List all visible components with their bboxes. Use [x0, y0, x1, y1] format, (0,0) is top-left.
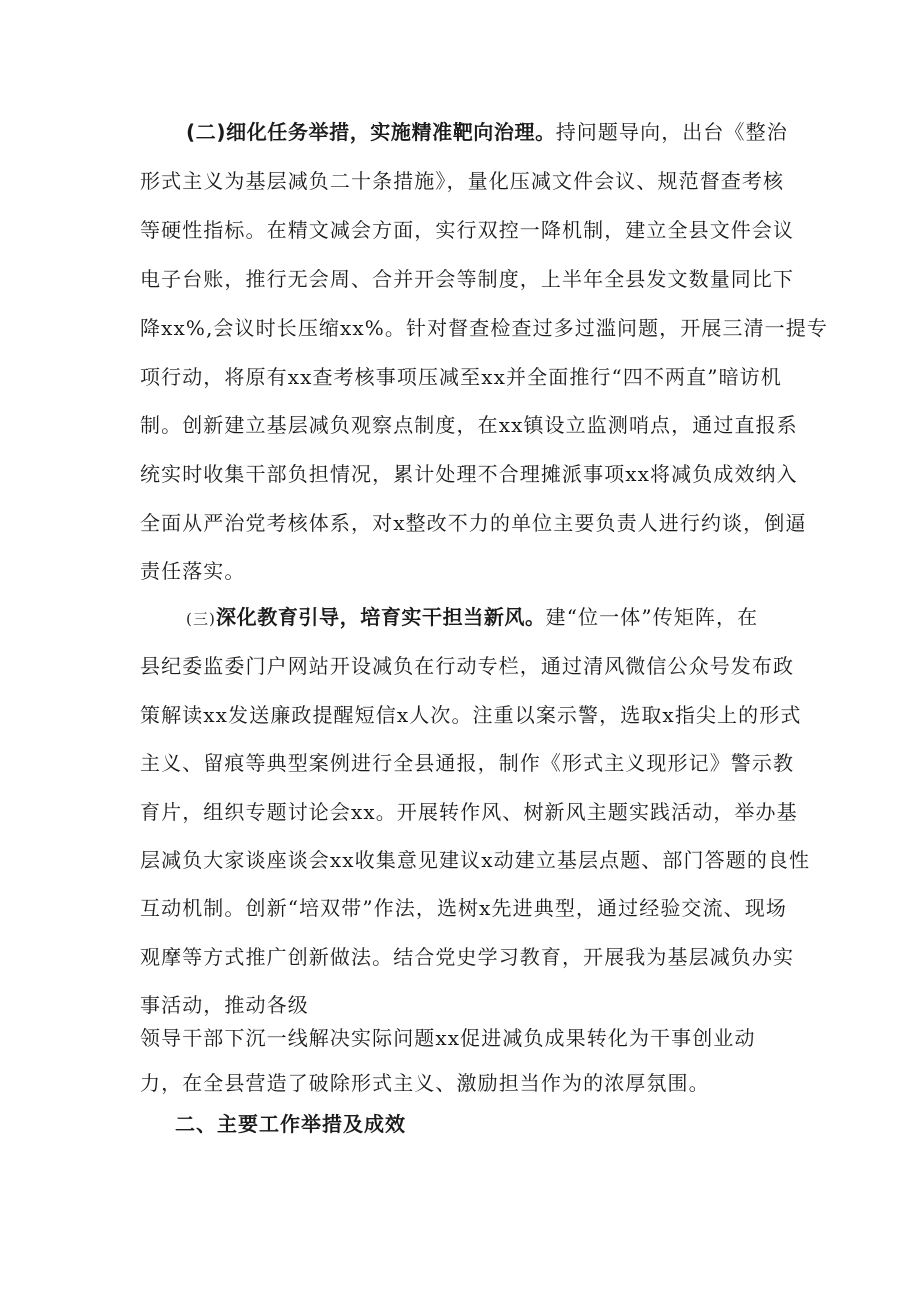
paragraph-two-line-9: 全面从严治党考核体系，对x整改不力的单位主要负责人进行约谈，倒逼: [140, 511, 807, 535]
paragraph-three-line-10: 领导干部下沉一线解决实际问题xx促进减负成果转化为干事创业动: [140, 1026, 756, 1050]
paragraph-three-line-4: 主义、留痕等典型案例进行全县通报，制作《形式主义现形记》警示教: [140, 751, 795, 775]
paragraph-three-line-11: 力，在全县营造了破除形式主义、激励担当作为的浓厚氛围。: [140, 1071, 710, 1095]
paragraph-two-line-10: 责任落实。: [140, 559, 246, 583]
paragraph-two-line-8: 统实时收集干部负担情况，累计处理不合理摊派事项xx将减负成效纳入: [140, 462, 798, 486]
paragraph-two-line-2: 形式主义为基层减负二十条措施》，量化压减文件会议、规范督查考核: [140, 169, 785, 193]
paragraph-two-line-7: 制。创新建立基层减负观察点制度，在xx镇设立监测哨点，通过直报系: [140, 413, 798, 437]
paragraph-two-line-5: 降xx%,会议时长压缩xx%。针对督查检查过多过滥问题，开展三清一提专: [140, 316, 828, 340]
paragraph-three-number: (三): [186, 610, 217, 628]
paragraph-two-text: 持问题导向，出台《整治: [555, 120, 788, 144]
paragraph-three-line-7: 互动机制。创新“培双带”作法，选树x先进典型，通过经验交流、现场: [140, 896, 787, 920]
paragraph-two-lead: 细化任务举措，实施精准靶向治理。: [226, 120, 556, 144]
section-heading: 二、主要工作举措及成效: [175, 1112, 406, 1136]
paragraph-two-number: (二): [186, 120, 227, 144]
paragraph-three-line-5: 育片，组织专题讨论会xx。开展转作风、树新风主题实践活动，举办基: [140, 800, 798, 824]
paragraph-three-line-6: 层减负大家谈座谈会xx收集意见建议x动建立基层点题、部门答题的良性: [140, 848, 811, 872]
paragraph-three-line-2: 县纪委监委门户网站开设减负在行动专栏，通过清风微信公众号发布政: [140, 654, 795, 678]
paragraph-three-line-8: 观摩等方式推广创新做法。结合党史学习教育，开展我为基层减负办实: [140, 945, 795, 969]
paragraph-three-lead: 深化教育引导，培育实干担当新风。: [216, 605, 546, 629]
paragraph-three-line-1: [186, 603, 758, 633]
paragraph-three-line-3: 策解读xx发送廉政提醒短信x人次。注重以案示警，选取x指尖上的形式: [140, 703, 802, 727]
paragraph-two-line-1: [186, 118, 788, 146]
paragraph-two-line-3: 等硬性指标。在精文减会方面，实行双控一降机制，建立全县文件会议: [140, 218, 795, 242]
paragraph-three-text: 建“位一体”传矩阵，在: [545, 605, 759, 629]
paragraph-two-line-6: 项行动，将原有xx查考核事项压减至xx并全面推行“四不两直”暗访机: [140, 365, 782, 389]
paragraph-two-line-4: 电子台账，推行无会周、合并开会等制度，上半年全县发文数量同比下: [140, 267, 795, 291]
paragraph-three-line-9: 事活动，推动各级: [140, 993, 309, 1017]
